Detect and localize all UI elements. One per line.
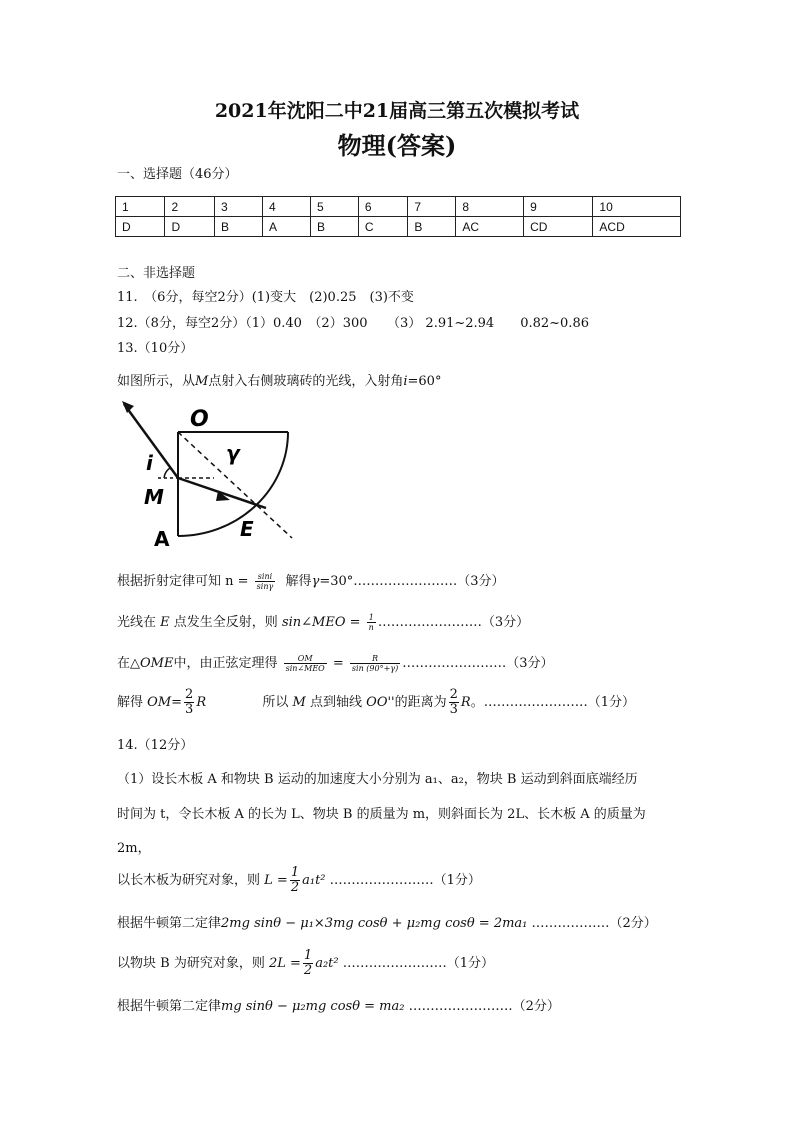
table-cell: 2	[165, 197, 214, 217]
text: 点发生全反射，则	[173, 615, 278, 630]
text: OME	[140, 656, 174, 671]
fraction	[367, 613, 376, 632]
label-e: E	[240, 517, 254, 541]
q14-line1	[117, 866, 481, 895]
exam-subtitle: 物理(答案)	[337, 131, 457, 160]
text: R	[196, 695, 207, 710]
text: =	[332, 656, 344, 671]
table-cell: 9	[524, 197, 593, 217]
label-m: M	[144, 485, 164, 509]
text: M	[195, 374, 209, 389]
angle-i-arc	[164, 468, 170, 478]
q14-heading: 14.（12分）	[117, 738, 194, 753]
text: E	[160, 615, 170, 630]
frac-den: 3	[185, 702, 194, 717]
frac-num: 2	[185, 687, 194, 702]
fraction	[303, 949, 313, 978]
text: 2L =	[268, 956, 301, 971]
frac-den: sin∠MEO	[285, 664, 325, 673]
frac-num: OM	[284, 654, 327, 664]
table-cell: D	[116, 217, 165, 237]
label-a: A	[154, 527, 170, 548]
text: ……………………（1分）	[329, 873, 481, 888]
text: 所以	[262, 695, 289, 710]
table-cell: C	[358, 217, 407, 237]
text: 。……………………（1分）	[470, 695, 635, 710]
text: 点到轴线	[310, 695, 363, 710]
q11-answer: 11. （6分，每空2分）(1)变大 (2)0.25 (3)不变	[117, 290, 414, 305]
table-cell: AC	[456, 217, 524, 237]
frac-num: sini	[255, 572, 276, 582]
table-cell: B	[408, 217, 456, 237]
table-cell: B	[310, 217, 358, 237]
q14-paragraph: 时间为 t，令长木板 A 的长为 L、物块 B 的质量为 m，则斜面长为 2L、长木板 A 的质量为	[117, 807, 646, 822]
fraction	[184, 688, 194, 717]
text: L =	[264, 873, 288, 888]
fraction	[290, 866, 300, 895]
q14-line4	[117, 995, 560, 1014]
text: 点射入右侧玻璃砖的光线，入射角	[208, 374, 404, 389]
section2-heading: 二、非选择题	[117, 266, 196, 281]
table-cell: 4	[262, 197, 310, 217]
glass-brick-diagram	[118, 398, 318, 548]
answer-table-numbers-row	[116, 197, 681, 217]
q13-heading: 13.（10分）	[117, 341, 194, 356]
table-cell: 10	[593, 197, 681, 217]
q12-answer: 12.（8分，每空2分）（1）0.40 （2）300 （3） 2.91~2.94 0.82~0.86	[117, 316, 589, 331]
text: =30°……………………（3分）	[319, 574, 505, 589]
text: 解得	[117, 695, 144, 710]
fraction	[350, 654, 400, 673]
text: 在△	[117, 656, 140, 671]
text: 的距离为	[394, 695, 447, 710]
table-cell: A	[262, 217, 310, 237]
text: OM	[147, 695, 172, 710]
section1-heading: 一、选择题（46分）	[117, 167, 238, 182]
table-cell: 3	[214, 197, 262, 217]
text: 根据牛顿第二定律	[117, 999, 222, 1014]
fraction	[255, 572, 276, 591]
frac-den: 3	[449, 702, 458, 717]
answer-table	[115, 196, 681, 237]
text: OO''	[366, 695, 395, 710]
q14-paragraph: 2m，	[117, 841, 151, 856]
text: ……………………（3分）	[377, 615, 530, 630]
table-cell: 7	[408, 197, 456, 217]
equation: mg sinθ − μ₂mg cosθ = ma₂	[221, 999, 405, 1014]
frac-den: 2	[303, 963, 313, 978]
text: sin∠MEO =	[281, 615, 361, 630]
fraction	[449, 688, 459, 717]
exam-title: 2021年沈阳二中21届高三第五次模拟考试	[214, 100, 580, 122]
table-cell: B	[214, 217, 262, 237]
q13-line1	[117, 570, 505, 591]
fraction	[284, 654, 327, 673]
q14-line3	[117, 949, 494, 978]
frac-num: 1	[303, 948, 313, 963]
text: a₁t²	[302, 873, 326, 888]
text: ……………………（2分）	[408, 999, 560, 1014]
text: ……………………（3分）	[402, 656, 554, 671]
text: =60°	[407, 374, 442, 389]
text: 以物块 B 为研究对象，则	[117, 956, 265, 971]
q13-line3	[117, 652, 553, 673]
frac-den: sin (90°+γ)	[351, 664, 399, 673]
frac-num: 1	[290, 865, 300, 880]
arrow-head	[122, 401, 134, 413]
table-cell: D	[165, 217, 214, 237]
label-i: i	[146, 451, 153, 475]
label-o: O	[190, 407, 209, 432]
text: 光线在	[117, 615, 157, 630]
q13-intro	[117, 370, 441, 389]
text: 如图所示，从	[117, 374, 196, 389]
text: 以长木板为研究对象，则	[117, 873, 261, 888]
text: a₂t²	[315, 956, 339, 971]
frac-num: 2	[449, 687, 458, 702]
q14-paragraph: （1）设长木板 A 和物块 B 运动的加速度大小分别为 a₁、a₂，物块 B 运动到斜面底端经历	[117, 772, 638, 787]
frac-num: 1	[367, 613, 376, 623]
text: ……………………（1分）	[342, 956, 495, 971]
table-cell: ACD	[593, 217, 681, 237]
table-cell: 6	[358, 197, 407, 217]
label-gamma: γ	[226, 441, 240, 465]
text: 中，由正弦定理得	[173, 656, 278, 671]
table-cell: 1	[116, 197, 165, 217]
text: γ	[311, 574, 320, 589]
text: M	[292, 695, 306, 710]
text: =	[171, 695, 183, 710]
table-cell: CD	[524, 217, 593, 237]
frac-den: 2	[290, 880, 300, 895]
text: 解得	[285, 574, 312, 589]
answer-table-answers-row	[116, 217, 681, 237]
text: R	[460, 695, 471, 710]
table-cell: 8	[456, 197, 524, 217]
table-cell: 5	[310, 197, 358, 217]
text: i	[403, 374, 408, 389]
frac-den: n	[368, 623, 374, 632]
frac-num: R	[350, 654, 400, 664]
equation: 2mg sinθ − μ₁×3mg cosθ + μ₂mg cosθ = 2ma₁	[221, 916, 528, 931]
q14-line2	[117, 912, 657, 931]
q13-line2	[117, 611, 529, 632]
text: ………………（2分）	[531, 916, 657, 931]
q13-line4	[117, 688, 635, 717]
text: 根据牛顿第二定律	[117, 916, 222, 931]
text: 根据折射定律可知 n =	[117, 574, 249, 589]
frac-den: sinγ	[256, 582, 274, 591]
refracted-ray	[178, 478, 266, 508]
